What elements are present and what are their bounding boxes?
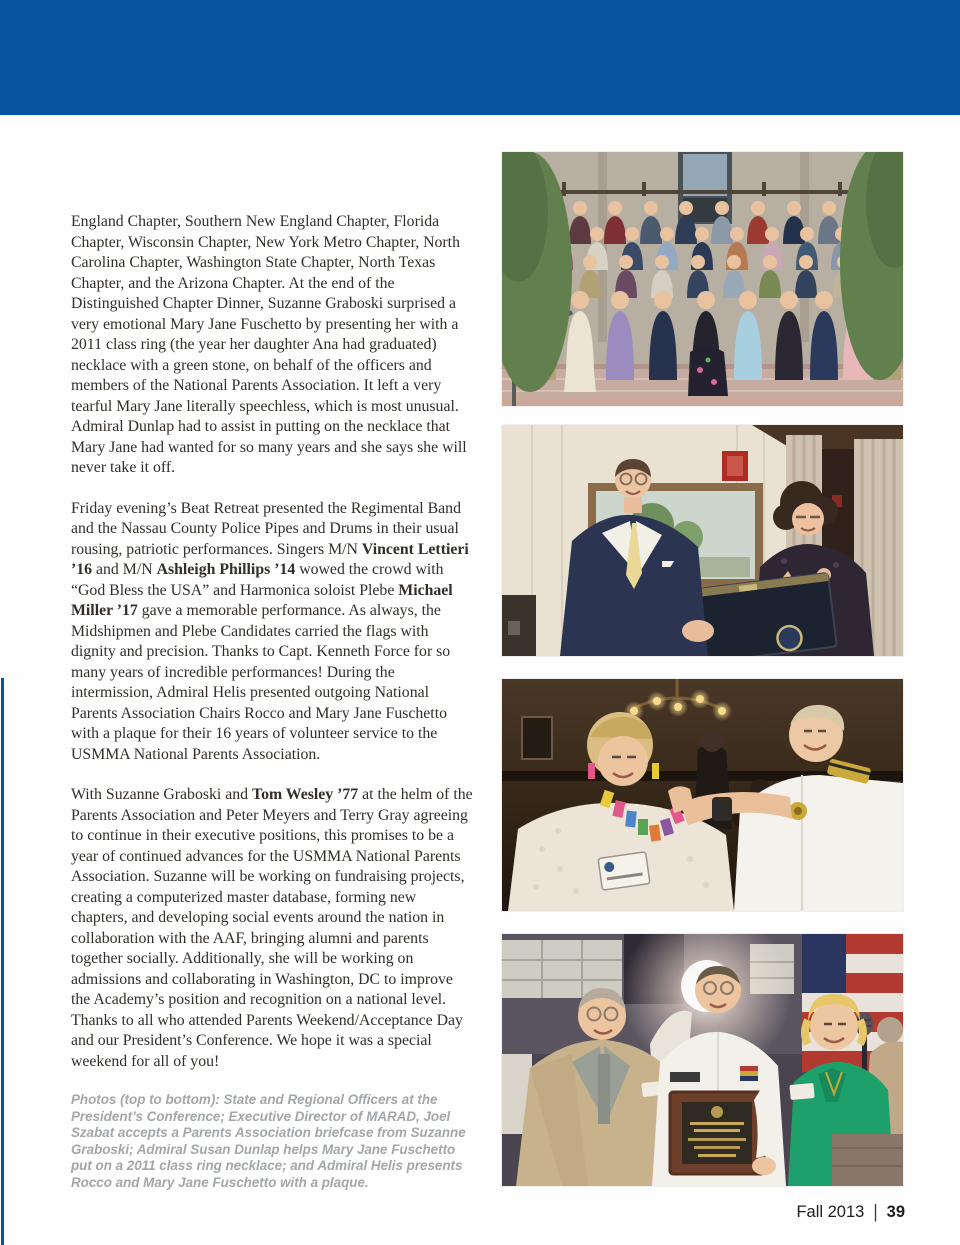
body-text-column xyxy=(71,212,476,1192)
photo-necklace-presentation xyxy=(502,679,903,911)
wall-picture xyxy=(522,717,552,759)
fire-alarm-box xyxy=(722,451,748,481)
photo-state-regional-officers xyxy=(502,152,903,406)
briefcase-photo-illustration xyxy=(502,425,903,656)
page-footer xyxy=(796,1203,905,1222)
footer-separator: | xyxy=(873,1202,878,1222)
photo-caption: Photos (top to bottom): State and Regional Officers at the President’s Conference; Executive Director of MARAD, Joel Szabat accepts a Parents Association briefcase from Suzanne Graboski; Admiral Susan Dunlap helps Mary Jane Fuschetto put on a 2011 class ring necklace; and Admiral Helis presents Rocco and Mary Jane Fuschetto with a plaque. xyxy=(71,1092,466,1190)
name-tag xyxy=(598,852,650,890)
article-paragraph: Friday evening’s Beat Retreat presented the Regimental Band and the Nassau County Police Pipes and Drums in their usual rousing, patriotic performances. Singers M/N Vincent Lettieri ’16 and M/N Ashleigh Phillips ’14 wowed the crowd with “God Bless the USA” and Harmonica soloist Plebe Michael Miller ’17 gave a memorable performance. As always, the Midshipmen and Plebe Candidates carried the flags with dignity and precision. Thanks to Capt. Kenneth Force for so many years of incredible performances! During the intermission, Admiral Helis presented outgoing National Parents Association Chairs Rocco and Mary Jane Fuschetto with a plaque for their 16 years of volunteer service to the USMMA National Parents Association. xyxy=(71,499,469,763)
issue-label: Fall 2013 xyxy=(796,1203,865,1221)
handshake xyxy=(682,620,714,642)
plaque xyxy=(670,1092,764,1174)
gym-floor xyxy=(832,1134,903,1186)
photo-column xyxy=(502,0,903,1245)
article-paragraph: England Chapter, Southern New England Chapter, Florida Chapter, Wisconsin Chapter, New York Metro Chapter, North Carolina Chapter, Washington State Chapter, North Texas Chapter, and the Arizona Chapter. At the end of the Distinguished Chapter Dinner, Suzanne Graboski surprised a very emotional Mary Jane Fuschetto by presenting her with a 2011 class ring (the year her daughter Ana had graduated) necklace with a green stone, on behalf of the officers and members of the National Parents Association. It left a very tearful Mary Jane literally speechless, which is most unusual. Admiral Dunlap had to assist in putting on the necklace that Mary Jane had wanted for so many years and she says she will never take it off. xyxy=(71,213,467,476)
photo-plaque-presentation xyxy=(502,934,903,1186)
group-photo-illustration xyxy=(502,152,903,406)
article-text xyxy=(71,212,476,1072)
plaque-photo-illustration xyxy=(502,934,903,1186)
ribbon-bar xyxy=(740,1066,758,1081)
photo-briefcase-presentation xyxy=(502,425,903,656)
necklace-photo-illustration xyxy=(502,679,903,911)
left-edge-rule xyxy=(1,678,4,1245)
article-paragraph: With Suzanne Graboski and Tom Wesley ’77 at the helm of the Parents Association and Peter Meyers and Terry Gray agreeing to continue in their executive positions, this promises to be a year of continued advances for the USMMA National Parents Association. Suzanne will be working on fundraising projects, creating a computerized master database, forming new chapters, and developing social events around the nation in collaboration with the AAF, bringing alumni and parents together socially. Additionally, she will be working on admissions and collaborating in Washington, DC to improve the Academy’s position and recognition on a national level. Thanks to all who attended Parents Weekend/Acceptance Day and our President’s Conference. We hope it was a special weekend for all of you! xyxy=(71,786,473,1070)
page-number: 39 xyxy=(886,1203,905,1221)
